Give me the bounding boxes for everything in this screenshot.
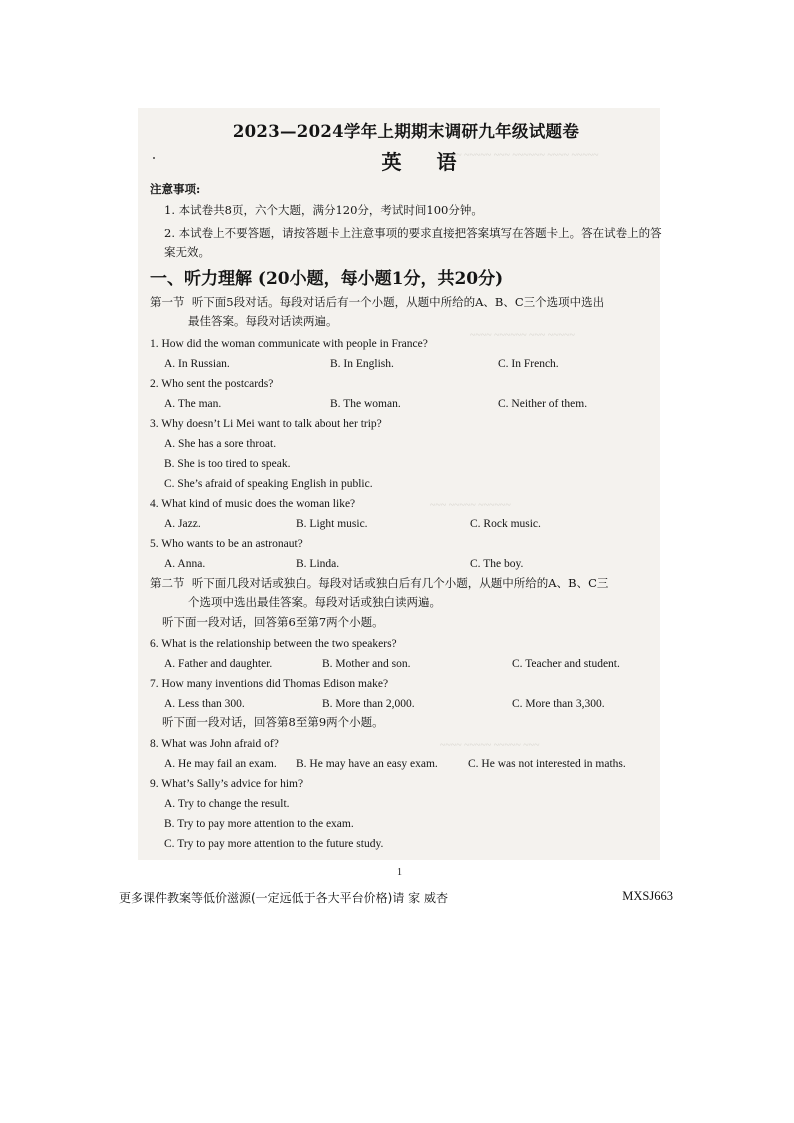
option: B. Light music. <box>296 518 368 530</box>
option: A. Try to change the result. <box>164 798 290 810</box>
option: C. Neither of them. <box>498 398 588 410</box>
listening-lead: 听下面一段对话，回答第6至第7两个小题。 <box>162 615 384 629</box>
option: C. Rock music. <box>470 518 541 530</box>
bleed-through-text: ~~~~ ~~~~~ ~~~ ~~~~~~ ~~~~ ~~~~~ <box>440 150 599 161</box>
option: A. Less than 300. <box>164 698 245 710</box>
listening-lead: 听下面一段对话，回答第8至第9两个小题。 <box>162 715 384 729</box>
question-options <box>150 654 662 674</box>
option: B. Try to pay more attention to the exam. <box>164 818 354 830</box>
question: 5. Who wants to be an astronaut? <box>150 538 303 550</box>
option: B. She is too tired to speak. <box>164 458 291 470</box>
question: 8. What was John afraid of? <box>150 738 279 750</box>
option: A. The man. <box>164 398 222 410</box>
option: C. The boy. <box>470 558 524 570</box>
subject-title: 英 语 <box>381 150 471 174</box>
question: 4. What kind of music does the woman like? <box>150 498 356 510</box>
question: 7. How many inventions did Thomas Edison make? <box>150 678 389 690</box>
option: B. Linda. <box>296 558 340 570</box>
page-number: 1 <box>397 867 402 878</box>
question-options <box>150 354 662 374</box>
option: C. She’s afraid of speaking English in public. <box>164 478 373 490</box>
notice-item: 1. 本试卷共8页，六个大题，满分120分，考试时间100分钟。 <box>164 203 483 217</box>
question-options <box>150 554 662 574</box>
option: A. He may fail an exam. <box>164 758 277 770</box>
bleed-through-text: ~~~ ~~~~~ ~~~~~~ <box>430 500 511 511</box>
notice-item: 2. 本试卷上不要答题，请按答题卡上注意事项的要求直接把答案填写在答题卡上。答在试卷上的答案无效。 <box>164 226 662 259</box>
option: A. Father and daughter. <box>164 658 273 670</box>
section-instructions <box>150 293 662 331</box>
section-text: 听下面5段对话。每段对话后有一个小题，从题中所给的A、B、C三个选项中选出 <box>191 295 605 309</box>
footer-bar <box>119 889 679 906</box>
question-options <box>150 694 662 714</box>
bleed-through-text: ~~~~ ~~~~~ ~~~~~ ~~~ <box>440 740 540 751</box>
notice-heading: 注意事项: <box>150 182 201 196</box>
question: 1. How did the woman communicate with people in France? <box>150 338 428 350</box>
exam-title: 2023—2024学年上期期末调研九年级试题卷 <box>232 122 580 141</box>
footer-code: MXSJ663 <box>622 889 673 903</box>
bleed-through-text: ~~~~ ~~~~~~ ~~~ ~~~~~ <box>470 330 575 341</box>
section-instructions <box>150 574 662 612</box>
option: B. Mother and son. <box>322 658 411 670</box>
question-options <box>150 754 662 774</box>
section-text-cont: 最佳答案。每段对话读两遍。 <box>188 314 338 328</box>
question: 2. Who sent the postcards? <box>150 378 274 390</box>
option: C. Try to pay more attention to the future study. <box>164 838 384 850</box>
question-options <box>150 394 662 414</box>
option: B. The woman. <box>330 398 401 410</box>
question: 9. What’s Sally’s advice for him? <box>150 778 304 790</box>
footer-text: 更多课件教案等低价滋源(一定远低于各大平台价格)请 家 威杏 <box>119 891 448 905</box>
option: C. More than 3,300. <box>512 698 605 710</box>
option: A. She has a sore throat. <box>164 438 277 450</box>
section-text: 听下面几段对话或独白。每段对话或独白后有几个小题，从题中所给的A、B、C三 <box>191 576 609 590</box>
section-label: 第二节 <box>150 576 185 590</box>
section-label: 第一节 <box>150 295 185 309</box>
option: A. In Russian. <box>164 358 230 370</box>
option: C. In French. <box>498 358 559 370</box>
option: C. He was not interested in maths. <box>468 758 626 770</box>
option: A. Anna. <box>164 558 206 570</box>
section-text-cont: 个选项中选出最佳答案。每段对话或独白读两遍。 <box>188 595 441 609</box>
question: 3. Why doesn’t Li Mei want to talk about her trip? <box>150 418 382 430</box>
part-heading: 一、听力理解 (20小题，每小题1分，共20分) <box>150 269 504 289</box>
option: B. More than 2,000. <box>322 698 415 710</box>
option: A. Jazz. <box>164 518 201 530</box>
option: B. In English. <box>330 358 394 370</box>
option: C. Teacher and student. <box>512 658 620 670</box>
question: 6. What is the relationship between the two speakers? <box>150 638 397 650</box>
exam-page <box>150 112 662 854</box>
option: B. He may have an easy exam. <box>296 758 438 770</box>
question-options <box>150 514 662 534</box>
